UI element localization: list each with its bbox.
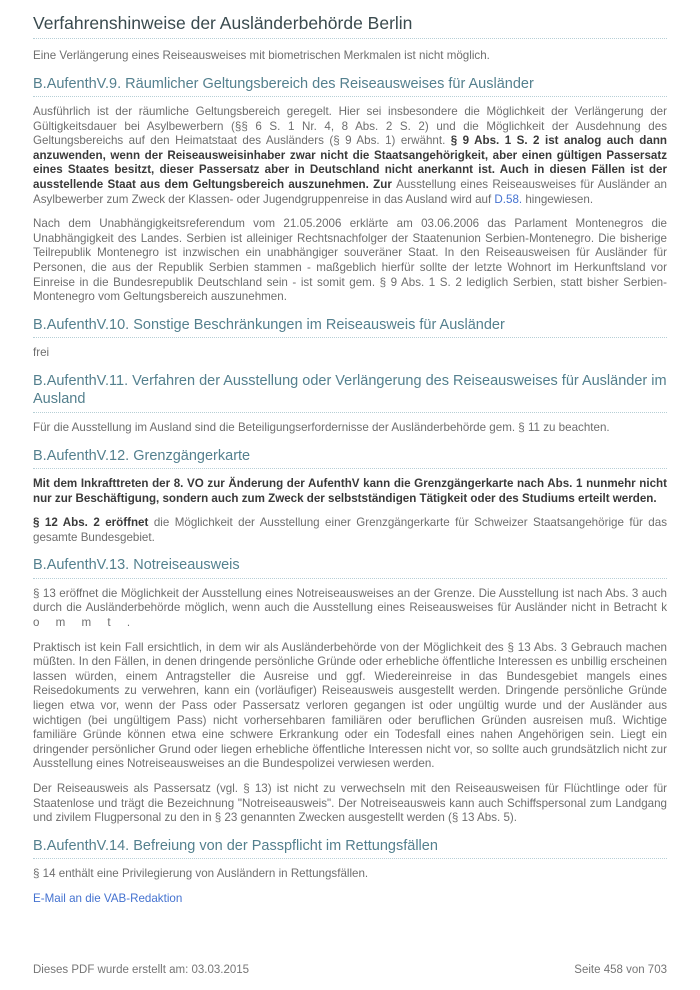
email-row bbox=[33, 892, 667, 907]
section-heading-aufenthv-11: B.AufenthV.11. Verfahren der Ausstellung oder Verlängerung des Reiseausweises für Ausländer im Ausland bbox=[33, 372, 667, 413]
intro-note: Eine Verlängerung eines Reiseausweises mit biometrischen Merkmalen ist nicht möglich. bbox=[33, 49, 490, 62]
text-run: Ausführlich ist der räumliche Geltungsbereich geregelt. Hier sei insbesondere die Möglichkeit der Verlängerung der Gültigkeitsdauer bei Asylbewerbern (§§ 6 S. 1 Nr. 4, 8 Abs. 2 S. 2) und die Möglichkeit der Ausdehnung des Geltungsbereichs auf den Heimatstaat des Ausländers (§ 9 Abs. 1) erwähnt. bbox=[33, 105, 667, 148]
paragraph-geltungsbereich bbox=[33, 105, 667, 207]
paragraph-praktisch-kein-fall: Praktisch ist kein Fall ersichtlich, in dem wir als Ausländerbehörde von der Möglichkeit des § 13 Abs. 3 Gebrauch machen müßten. In den Fällen, in denen dringende persönliche Gründe oder erhebliche öffentliche Interessen es unbillig erscheinen lassen würden, einem Antragsteller die Ausreise und ggf. Wiedereinreise in das Bundesgebiet mangels eines Reisedokuments zu verwehren, kann ein (vorläufiger) Reiseausweis ausgestellt werden. Dringende persönliche Gründe liegen etwa vor, wenn der Pass oder Passersatz verloren gegangen ist oder ungültig wurde und der Ausländer aus wichtigen (bei ungültigem Pass) nicht vorhersehbaren familiären oder beruflichen Gründen ausreisen muß. Wichtige familiäre Gründe können etwa eine schwere Erkrankung oder ein Todesfall eines nahen Angehörigen sein. Liegt ein dringender persönlicher Grund oder liegen erhebliche öffentliche Interessen nicht vor, so sollte auch grundsätzlich nicht zur Ausstellung eines Notreiseausweises an die Bundespolizei verwiesen werden. bbox=[33, 640, 667, 771]
text-run: die Möglichkeit der Ausstellung einer Grenzgängerkarte für Schweizer Staatsangehörige für das gesamte Bundesgebiet. bbox=[33, 516, 668, 544]
paragraph-ausstellung-ausland: Für die Ausstellung im Ausland sind die Beteiligungserfordernisse der Ausländerbehörde gem. § 11 zu beachten. bbox=[33, 420, 610, 434]
link-d58[interactable]: D.58. bbox=[494, 192, 523, 206]
text-run-stretched: k o m m t . bbox=[33, 601, 667, 630]
paragraph-frei: frei bbox=[33, 346, 50, 360]
paragraph-serbien-montenegro: Nach dem Unabhängigkeitsreferendum vom 21.05.2006 erklärte am 03.06.2006 das Parlament Montenegros die Unabhängigkeit des Landes. Serbien ist alleiniger Rechtsnachfolger der Staatenunion Serbien-Montenegro. Die bisherige Teilrepublik Montenegro ist inzwischen ein unabhängiger souveräner Staat. In den Reiseausweisen für Ausländer für Personen, die aus der Republik Serbien stammen - maßgeblich hierfür sollte der letzte Wohnort im Herkunftsland vor Einreise in die Bundesrepublik Deutschland sein - ist somit gem. § 9 Abs. 1 S. 2 lediglich Serbien, statt bisher Serbien-Montenegro vom Geltungsbereich auszunehmen. bbox=[33, 217, 667, 304]
text-run-bold: § 12 Abs. 2 eröffnet bbox=[33, 516, 154, 530]
section-heading-aufenthv-10: B.AufenthV.10. Sonstige Beschränkungen im Reiseausweis für Ausländer bbox=[33, 316, 667, 339]
page-title: Verfahrenshinweise der Ausländerbehörde Berlin bbox=[33, 13, 667, 39]
section-heading-aufenthv-9: B.AufenthV.9. Räumlicher Geltungsbereich des Reiseausweises für Ausländer bbox=[33, 75, 667, 98]
paragraph-notreiseausweis-grenze bbox=[33, 587, 667, 631]
footer-page-number: Seite 458 von 703 bbox=[574, 964, 667, 976]
paragraph-grenzgaengerkarte-schweiz bbox=[33, 516, 667, 545]
text-run-bold: § 9 Abs. 1 S. 2 ist analog auch dann anzuwenden, wenn der Reiseausweisinhaber zwar nicht die Staatsangehörigkeit, aber einen gültigen Passersatz eines Staates besitzt, dieser Passersatz aber in Deutschland nicht anerkannt ist. Auch in diesen Fällen ist der ausstellende Staat aus dem Geltungsbereich auszunehmen. Zur bbox=[33, 134, 667, 192]
footer-created-date: Dieses PDF wurde erstellt am: 03.03.2015 bbox=[33, 964, 250, 976]
page-footer bbox=[33, 963, 667, 977]
paragraph-grenzgaengerkarte-bold: Mit dem Inkrafttreten der 8. VO zur Änderung der AufenthV kann die Grenzgängerkarte nach Abs. 1 nunmehr nicht nur zur Beschäftigung, sondern auch zum Zweck der selbstständigen Tätigkeit oder des Studiums erteilt werden. bbox=[33, 477, 667, 505]
text-run: Ausstellung eines Reiseausweises für Ausländer an Asylbewerber zum Zweck der Klassen- oder Jugendgruppenreise in das Ausland wird auf bbox=[33, 178, 667, 206]
section-heading-aufenthv-13: B.AufenthV.13. Notreiseausweis bbox=[33, 556, 667, 579]
email-link[interactable]: E-Mail an die VAB-Redaktion bbox=[33, 891, 183, 905]
paragraph-reiseausweis-passersatz: Der Reiseausweis als Passersatz (vgl. § 13) ist nicht zu verwechseln mit den Reiseausweisen für Flüchtlinge oder für Staatenlose und trägt die Bezeichnung "Notreiseausweis". Der Notreiseausweis kann auch Schiffspersonal zum Landgang und zivilem Flugpersonal zu den in § 23 genannten Zwecken ausgestellt werden (§ 13 Abs. 5). bbox=[33, 782, 667, 825]
section-heading-aufenthv-12: B.AufenthV.12. Grenzgängerkarte bbox=[33, 447, 667, 470]
section-heading-aufenthv-14: B.AufenthV.14. Befreiung von der Passpflicht im Rettungsfällen bbox=[33, 837, 667, 860]
paragraph-privilegierung: § 14 enthält eine Privilegierung von Ausländern in Rettungsfällen. bbox=[33, 867, 369, 881]
text-run: hingewiesen. bbox=[522, 192, 594, 206]
text-run: § 13 eröffnet die Möglichkeit der Ausstellung eines Notreiseausweises an der Grenze. Die Ausstellung ist nach Abs. 3 auch durch die Ausländerbehörde möglich, wenn auch die Ausstellung eines Reiseausweises für Ausländer nicht in Betracht bbox=[33, 586, 667, 615]
